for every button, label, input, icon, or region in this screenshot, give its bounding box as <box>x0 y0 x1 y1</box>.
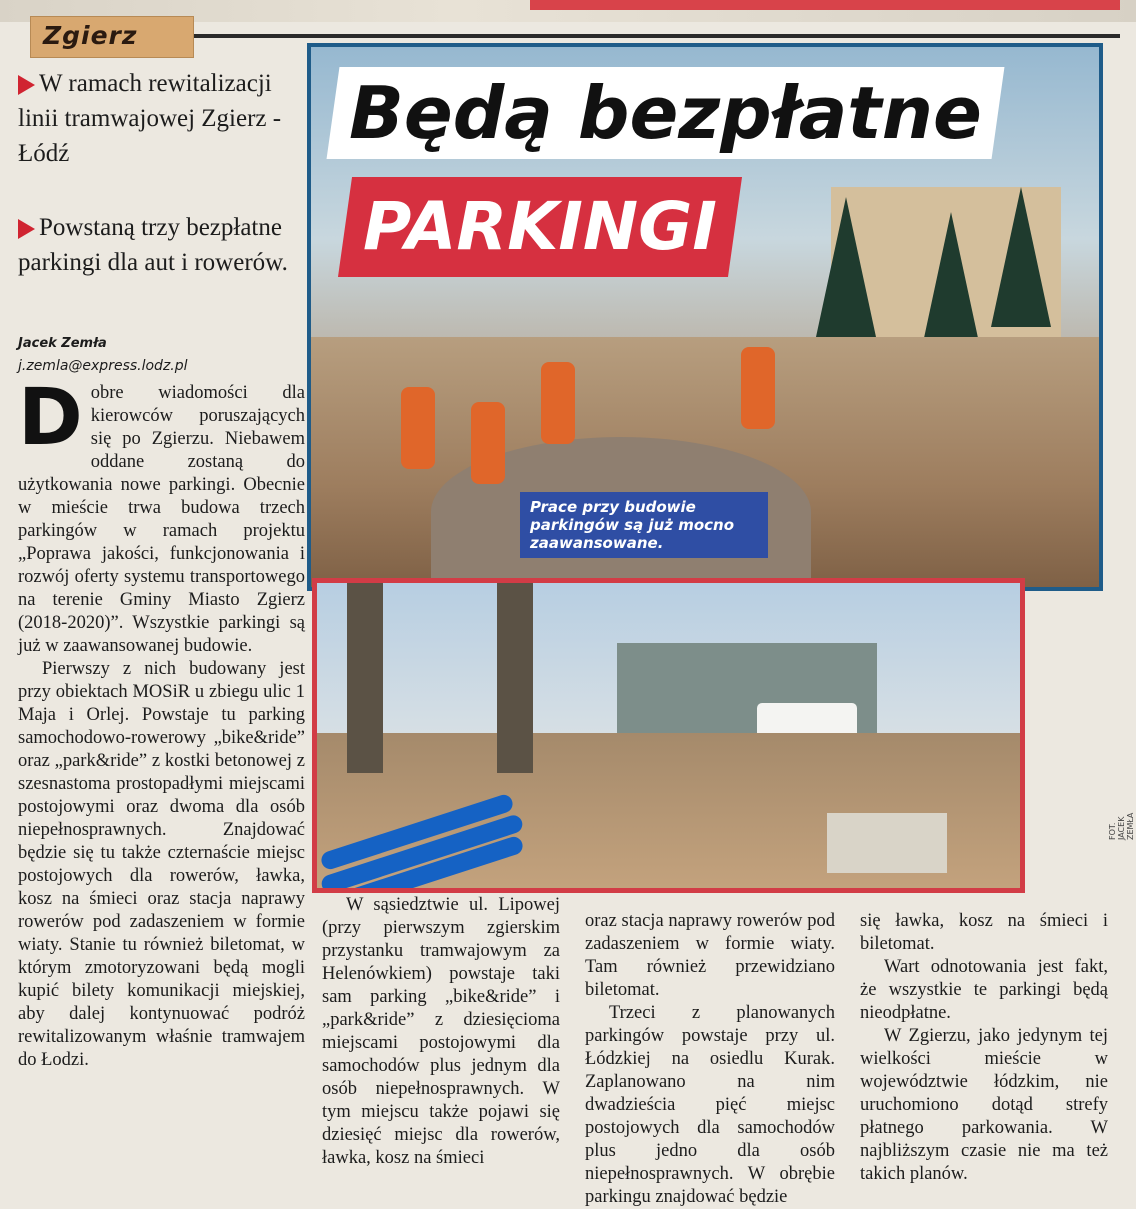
paragraph-5: Trzeci z planowanych parkingów powstaje przy ul. Łódzkiej na osiedlu Kurak. Zaplanowano na nim dwadzieścia pięć miejsc postojowych dla samochodów plus jedno dla osób niepełnosprawnych. W obrębie parkingu znajdować będzie <box>585 1003 835 1207</box>
article-column-2 <box>322 894 560 1170</box>
paragraph-6: się ławka, kosz na śmieci i biletomat. <box>860 911 1108 954</box>
photo-worker <box>541 362 575 444</box>
photo-tree <box>816 197 876 337</box>
lead-text-2: Powstaną trzy bezpłatne parkingi dla aut i rowerów. <box>18 214 288 276</box>
article-column-4 <box>860 910 1108 1186</box>
section-tag <box>30 16 194 58</box>
photo-credit: FOT. JACEK ZEMŁA <box>1108 812 1135 840</box>
photo-tree <box>991 187 1051 327</box>
paragraph-7: Wart odnotowania jest fakt, że wszystkie te parkingi będą nieodpłatne. <box>860 957 1108 1023</box>
paragraph-3: W sąsiedztwie ul. Lipowej (przy pierwszym zgierskim przystanku tramwajowym za Helenówkiem) powstaje taki sam parking „bike&ride” i „park&ride” z dziesięcioma miejscami postojowymi dla samochodów plus jednym dla osób niepełnosprawnych. W tym miejscu także pojawi się dziesięć miejsc dla rowerów, ławka, kosz na śmieci <box>322 895 560 1168</box>
photo-tree-trunk <box>347 583 383 773</box>
paragraph-2: Pierwszy z nich budowany jest przy obiektach MOSiR u zbiegu ulic 1 Maja i Orlej. Powstaje tu parking samochodowo-rowerowy „bike&ride” oraz „park&ride” z kostki betonowej z szesnastoma prostopadłymi miejscami postojowymi oraz dwoma dla osób niepełnosprawnych. Znajdować będzie się tu także czternaście miejsc postojowych dla rowerów, ławka, kosz na śmieci oraz stacja naprawy rowerów pod zadaszeniem w formie wiaty. Stanie tu również biletomat, w którym zmotoryzowani będą mogli kupić bilety komunikacji miejskiej, aby dalej kontynuować podróż rewitalizowanym właśnie tramwajem do Łodzi. <box>18 659 305 1070</box>
photo-concrete-box <box>827 813 947 873</box>
headline-box-1 <box>327 67 1005 159</box>
author-name: Jacek Zemła <box>18 336 107 351</box>
photo-caption <box>520 492 768 558</box>
paragraph-1: obre wiadomości dla kierowców poruszających się po Zgierzu. Niebawem oddane zostaną do użytkowania nowe parkingi. Obecnie w mieście trwa budowa trzech parkingów w ramach projektu „Poprawa jakości, funkcjonowania i rozwój oferty systemu transportowego na terenie Gminy Miasto Zgierz (2018-2020)”. Wszystkie parkingi są już w zaawansowanej budowie. <box>18 383 305 656</box>
photo-worker <box>471 402 505 484</box>
lead-item-2 <box>18 210 303 280</box>
drop-cap: D <box>18 373 83 463</box>
paragraph-8: W Zgierzu, jako jedynym tej wielkości mieście w województwie łódzkim, nie uruchomiono dotąd strefy płatnego parkowania. W najbliższym czasie nie ma też takich planów. <box>860 1026 1108 1184</box>
headline-line-1: Będą bezpłatne <box>349 71 982 155</box>
headline-line-2: PARKINGI <box>363 188 717 265</box>
photo-worker <box>401 387 435 469</box>
lead-item-1 <box>18 66 303 171</box>
photo-tree <box>921 212 981 352</box>
author-email: j.zemla@express.lodz.pl <box>18 358 188 374</box>
previous-article-red-band <box>530 0 1120 10</box>
article-column-1 <box>18 373 305 1072</box>
section-rule <box>120 34 1120 38</box>
photo-worker <box>741 347 775 429</box>
secondary-photo-parking-site <box>312 578 1025 893</box>
section-tag-label: Zgierz <box>43 21 138 50</box>
photo-caption-text: Prace przy budowie parkingów są już mocno zaawansowane. <box>530 498 735 552</box>
paragraph-4: oraz stacja naprawy rowerów pod zadaszeniem w formie wiaty. Tam również przewidziano biletomat. <box>585 911 835 1000</box>
lead-text-1: W ramach rewitalizacji linii tramwajowej Zgierz - Łódź <box>18 70 282 167</box>
triangle-bullet-icon <box>18 219 35 239</box>
photo-tree-trunk <box>497 583 533 773</box>
article-column-3 <box>585 910 835 1209</box>
headline-box-2 <box>338 177 742 277</box>
triangle-bullet-icon <box>18 75 35 95</box>
